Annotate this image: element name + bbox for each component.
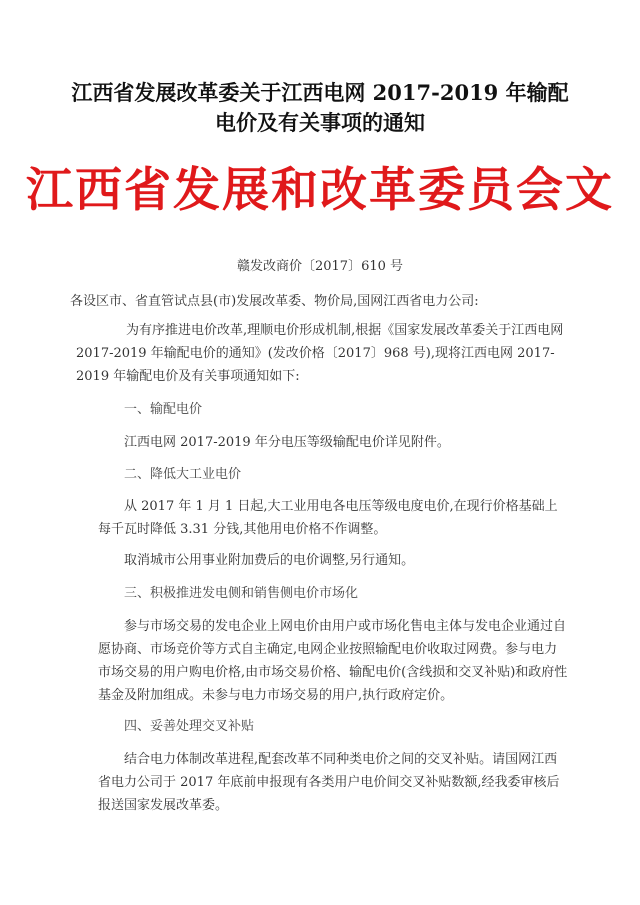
addressee-line: 各设区市、省直管试点县(市)发展改革委、物价局,国网江西省电力公司: [70,294,479,309]
document-number: 赣发改商价〔2017〕610 号 [236,259,404,274]
section-heading-3: 三、积极推进发电侧和销售侧电价市场化 [124,586,359,601]
document-title [40,78,600,138]
section-heading-2: 二、降低大工业电价 [124,467,242,482]
section-paragraph-2b: 取消城市公用事业附加费后的电价调整,另行通知。 [124,553,415,568]
section-heading-4: 四、妥善处理交叉补贴 [124,719,255,734]
intro-paragraph: 为有序推进电价改革,理顺电价形成机制,根据《国家发展改革委关于江西电网 2017-2019 年输配电价的通知》(发改价格〔2017〕968 号),现将江西电网 2017-2019 年输配电价及有关事项通知如下: [76,323,564,384]
section-paragraph-4: 结合电力体制改革进程,配套改革不同种类电价之间的交叉补贴。请国网江西省电力公司于 2017 年底前申报现有各类用户电价间交叉补贴数额,经我委审核后报送国家发展改革委。 [98,752,560,813]
document-title-line-1: 江西省发展改革委关于江西电网 2017-2019 年输配 [71,80,569,105]
section-paragraph-3: 参与市场交易的发电企业上网电价由用户或市场化售电主体与发电企业通过自愿协商、市场竞价等方式自主确定,电网企业按照输配电价收取过网费。参与电力市场交易的用户购电价格,由市场交易价格、输配电价(含线损和交叉补贴)和政府性基金及附加组成。未参与电力市场交易的用户,执行政府定价。 [98,619,568,703]
red-letterhead: 江西省发展和改革委员会文 [26,163,614,218]
section-heading-1: 一、输配电价 [124,402,203,417]
document-title-line-2: 电价及有关事项的通知 [215,110,425,135]
section-paragraph-1: 江西电网 2017-2019 年分电压等级输配电价详见附件。 [124,435,450,450]
section-paragraph-2a: 从 2017 年 1 月 1 日起,大工业用电各电压等级电度电价,在现行价格基础上每千瓦时降低 3.31 分钱,其他用电价格不作调整。 [98,499,558,537]
